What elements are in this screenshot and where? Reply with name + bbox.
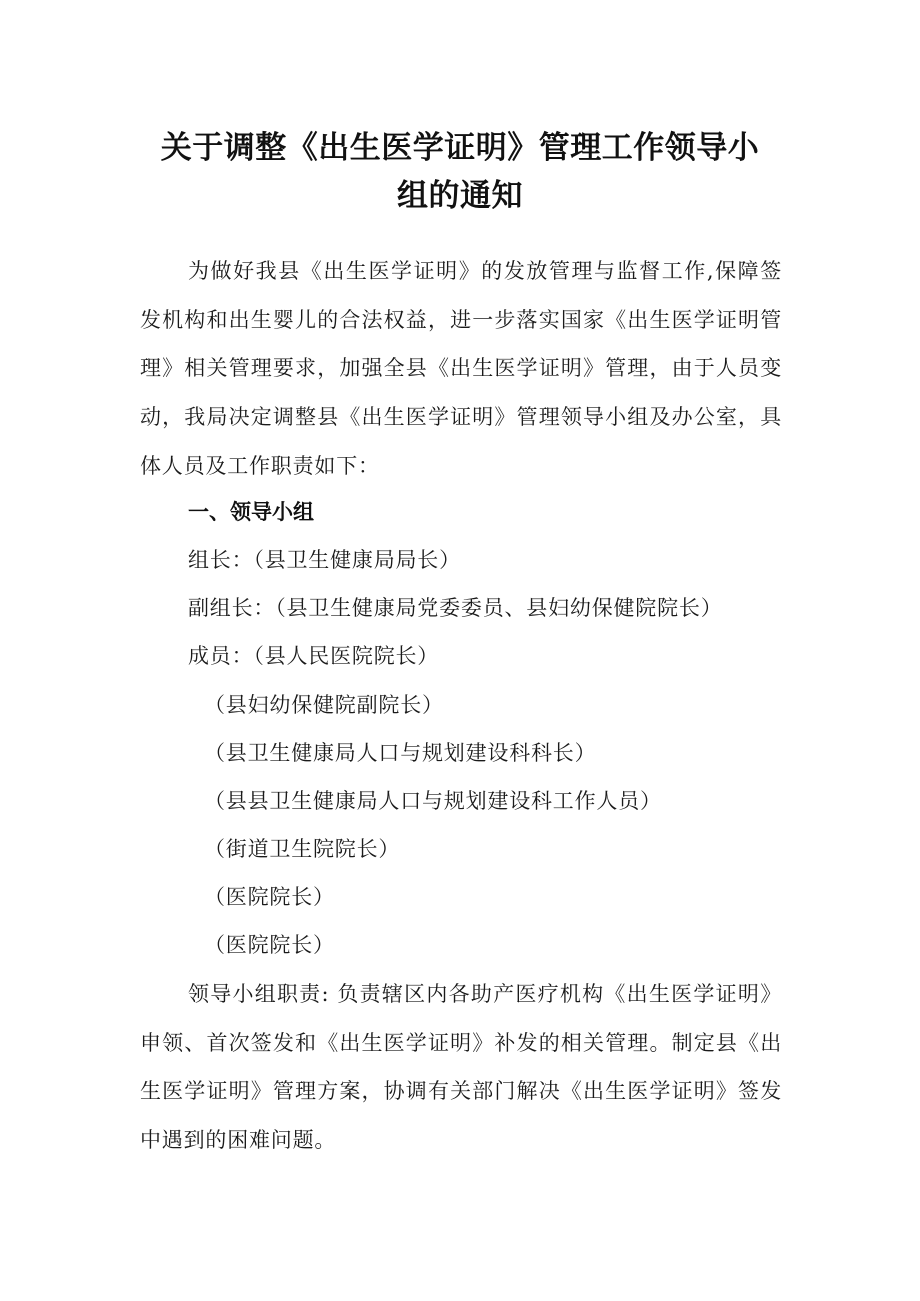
member-item: （医院院长）	[204, 933, 335, 957]
member-item: （县妇幼保健院副院长）	[204, 693, 444, 717]
document-title-line-2: 组的通知	[397, 178, 523, 214]
member-item: （医院院长）	[204, 885, 335, 909]
intro-paragraph: 为做好我县《出生医学证明》的发放管理与监督工作,保障签发机构和出生婴儿的合法权益，进一步落实国家《出生医学证明管理》相关管理要求，加强全县《出生医学证明》管理，由于人员变动，我局决定调整县《出生医学证明》管理领导小组及办公室，具体人员及工作职责如下：	[140, 259, 782, 478]
group-leader-line: 组长：（县卫生健康局局长）	[188, 548, 461, 572]
member-item: （街道卫生院院长）	[204, 837, 401, 861]
duties-paragraph: 领导小组职责: 负责辖区内各助产医疗机构《出生医学证明》申领、首次签发和《出生医学证明》补发的相关管理。制定县《出生医学证明》管理方案，协调有关部门解决《出生医学证明》签发中遇到的困难问题。	[140, 982, 782, 1153]
deputy-leader-line: 副组长：（县卫生健康局党委委员、县妇幼保健院院长）	[188, 596, 723, 620]
members-line: 成员：（县人民医院院长）	[188, 644, 440, 668]
member-item: （县县卫生健康局人口与规划建设科工作人员）	[204, 789, 662, 813]
section-heading-leadership-group: 一、领导小组	[188, 500, 314, 524]
member-item: （县卫生健康局人口与规划建设科科长）	[204, 741, 597, 765]
document-title-line-1: 关于调整《出生医学证明》管理工作领导小	[160, 130, 760, 166]
